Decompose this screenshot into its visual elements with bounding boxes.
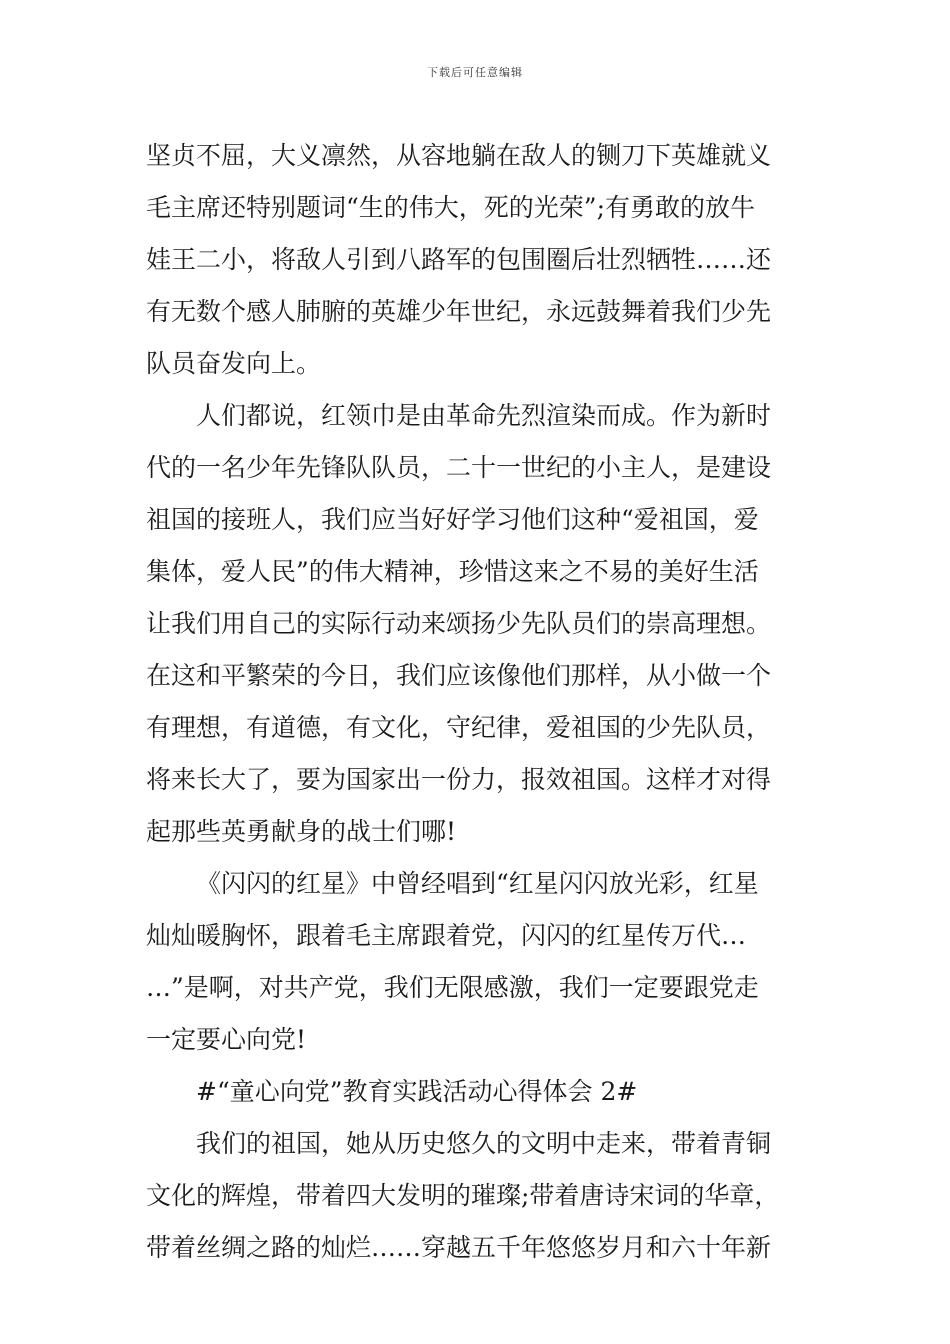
text-line: …”是啊，对共产党，我们无限感激，我们一定要跟党走 — [146, 973, 759, 1002]
text-line: 代的一名少年先锋队队员，二十一世纪的小主人，是建设 — [146, 453, 772, 482]
text-line: 有无数个感人肺腑的英雄少年世纪，永远鼓舞着我们少先 — [146, 297, 772, 326]
text-line: 队员奋发向上。 — [146, 349, 322, 378]
text-line: 起那些英勇献身的战士们哪! — [146, 817, 457, 846]
text-line: 一定要心向党! — [146, 1025, 307, 1054]
text-line: 将来长大了，要为国家出一份力，报效祖国。这样才对得 — [146, 765, 772, 794]
text-line: 坚贞不屈，大义凛然，从容地躺在敌人的铡刀下英雄就义 — [146, 141, 772, 170]
text-line: 让我们用自己的实际行动来颂扬少先队员们的崇高理想。 — [146, 609, 772, 638]
text-line: 在这和平繁荣的今日，我们应该像他们那样，从小做一个 — [146, 661, 772, 690]
text-line: 《闪闪的红星》中曾经唱到“红星闪闪放光彩，红星 — [196, 869, 759, 898]
text-line: 有理想，有道德，有文化，守纪律，爱祖国的少先队员， — [146, 713, 772, 742]
text-line: 祖国的接班人，我们应当好好学习他们这种“爱祖国，爱 — [146, 505, 759, 534]
text-line: 我们的祖国，她从历史悠久的文明中走来，带着青铜 — [196, 1129, 772, 1158]
text-line: 集体，爱人民”的伟大精神，珍惜这来之不易的美好生活 — [146, 557, 759, 586]
text-line: #“童心向党”教育实践活动心得体会 2# — [196, 1077, 638, 1106]
page-header-note: 下载后可任意编辑 — [427, 66, 523, 79]
text-line: 娃王二小，将敌人引到八路军的包围圈后壮烈牺牲……还 — [146, 245, 772, 274]
text-line: 带着丝绸之路的灿烂……穿越五千年悠悠岁月和六十年新 — [146, 1233, 772, 1262]
text-line: 文化的辉煌，带着四大发明的璀璨;带着唐诗宋词的华章， — [146, 1181, 780, 1210]
text-line: 毛主席还特别题词“生的伟大，死的光荣”;有勇敢的放牛 — [146, 193, 755, 222]
text-line: 灿灿暖胸怀，跟着毛主席跟着党，闪闪的红星传万代… — [146, 921, 747, 950]
document-body — [146, 130, 806, 1274]
text-line: 人们都说，红领巾是由革命先烈渲染而成。作为新时 — [196, 401, 772, 430]
